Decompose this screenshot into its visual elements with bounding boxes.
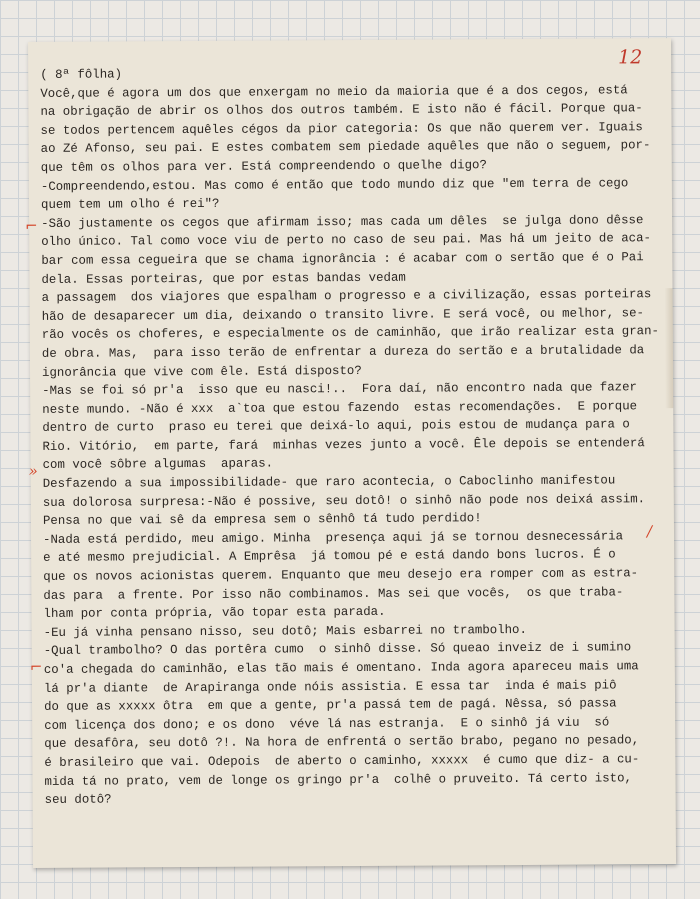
margin-mark: /: [646, 522, 653, 541]
text-line: quem tem um olho é rei"?: [40, 196, 220, 213]
text-line: é brasileiro que vai. Odepois de aberto o caminho, xxxxx é cumo que diz- a cu-: [44, 752, 640, 770]
text-line: -Qual trambolho? O das portêra cumo o sinhô disse. Só queao inveiz de i sumino: [43, 640, 632, 659]
text-line: dentro de curto praso eu terei que deixá-lo aqui, pois estou de mudança para o: [42, 417, 630, 436]
margin-mark: ⌐: [29, 657, 43, 677]
text-line: dela. Essas porteiras, que por estas bandas vedam: [41, 270, 406, 287]
margin-mark: ⌐: [25, 216, 38, 236]
text-line: neste mundo. -Não é xxx a`toa que estou fazendo estas recomendações. E porque: [42, 398, 638, 417]
margin-mark: »: [28, 461, 38, 481]
text-line: com licença dos dono; e os dono véve lá nas estranja. E o sinhô já viu só: [44, 715, 610, 733]
text-line: que têm os olhos para ver. Está compreendendo o quelhe digo?: [40, 158, 487, 175]
text-line: Desfazendo a sua impossibilidade- que raro acontecia, o Caboclinho manifestou: [42, 473, 616, 491]
text-line: que desafôra, seu dotô ?!. Na hora de enfrentá o sertão brabo, pegano no pesado,: [44, 733, 640, 752]
text-line: Rio. Vitório, em parte, fará minhas vezes junto a você. Êle depois se entenderá: [42, 436, 645, 454]
text-line: de obra. Mas, para isso terão de enfrentar a dureza do sertão e a brutalidade da: [41, 343, 645, 361]
typewritten-page: [25, 38, 676, 868]
text-line: a passagem dos viajores que espalham o progresso e a civilização, essas porteiras: [41, 287, 652, 306]
page-number: 12: [618, 46, 643, 69]
typed-text-body: [40, 62, 675, 810]
text-line: -Mas se foi só pr'a isso que eu nasci!.. Fora daí, não encontro nada que fazer: [42, 380, 638, 399]
text-line: lá pr'a diante de Arapiranga onde nóis assistia. E essa tar inda é mais piô: [43, 678, 617, 696]
text-line: das para a frente. Por isso não combinamos. Mas sei que vocês, os que traba-: [43, 584, 624, 603]
text-line: se todos pertencem aquêles cégos da pior categoria: Os que não querem ver. Iguais: [40, 120, 643, 138]
text-line: hão de desaparecer um dia, deixando o transito livre. E será você, ou melhor, se-: [41, 305, 645, 324]
text-line: co'a chegada do caminhão, elas tão mais é omentano. Inda agora apareceu mais uma: [43, 659, 639, 677]
text-line: mida tá no prato, vem de longe os gringo pr'a colhê o pruveito. Tá certo isto,: [44, 770, 632, 789]
text-line: Pensa no que vai sê da empresa sem o sênhô tá tudo perdido!: [42, 511, 482, 529]
text-line: -Compreendendo,estou. Mas como é então que todo mundo diz que "em terra de cego: [40, 175, 629, 194]
text-line: lham por conta própria, vão topar esta parada.: [43, 605, 386, 622]
text-line: na obrigação de abrir os olhos dos outros também. E isto não é fácil. Porque qua-: [40, 101, 643, 120]
text-line: com você sôbre algumas aparas.: [42, 456, 274, 473]
text-line: -Eu já vinha pensano nisso, seu dotô; Mais esbarrei no trambolho.: [43, 622, 527, 640]
text-line: seu dotô?: [44, 792, 112, 808]
text-line: ( 8ª fôlha): [40, 67, 123, 82]
text-line: bar com essa cegueira que se chama ignorância : é acabar com o sertão que é o Pai: [41, 250, 644, 268]
text-line: do que as xxxxx ôtra em que a gente, pr'a passá tem de pagá. Nêssa, só passa: [44, 696, 617, 715]
text-line: rão vocês os choferes, e especialmente os de caminhão, que irão realizar esta gran-: [41, 324, 659, 343]
text-line: Você,que é agora um dos que enxergam no meio da maioria que é a dos cegos, está: [40, 82, 628, 101]
text-line: ignorância que vive com êle. Está disposto?: [41, 363, 362, 380]
text-line: olho único. Tal como voce viu de perto no caso de seu pai. Mas há um jeito de aca-: [41, 231, 651, 250]
text-line: sua dolorosa surpresa:-Não é possive, seu dotô! o sinhô não pode nos deixá assim.: [42, 491, 646, 510]
text-line: -Nada está perdido, meu amigo. Minha presença aqui já se tornou desnecessária: [42, 529, 624, 547]
text-line: -São justamente os cegos que afirmam isso; mas cada um dêles se julga dono dêsse: [41, 212, 644, 231]
text-line: que os novos acionistas querem. Enquanto que meu desejo era romper com as estra-: [43, 566, 639, 584]
text-line: e até mesmo prejudicial. A Emprêsa já tomou pé e está dando bons lucros. É o: [43, 547, 616, 566]
text-line: ao Zé Afonso, seu pai. E estes combatem sem piedade aquêles que não o seguem, por-: [40, 138, 651, 157]
